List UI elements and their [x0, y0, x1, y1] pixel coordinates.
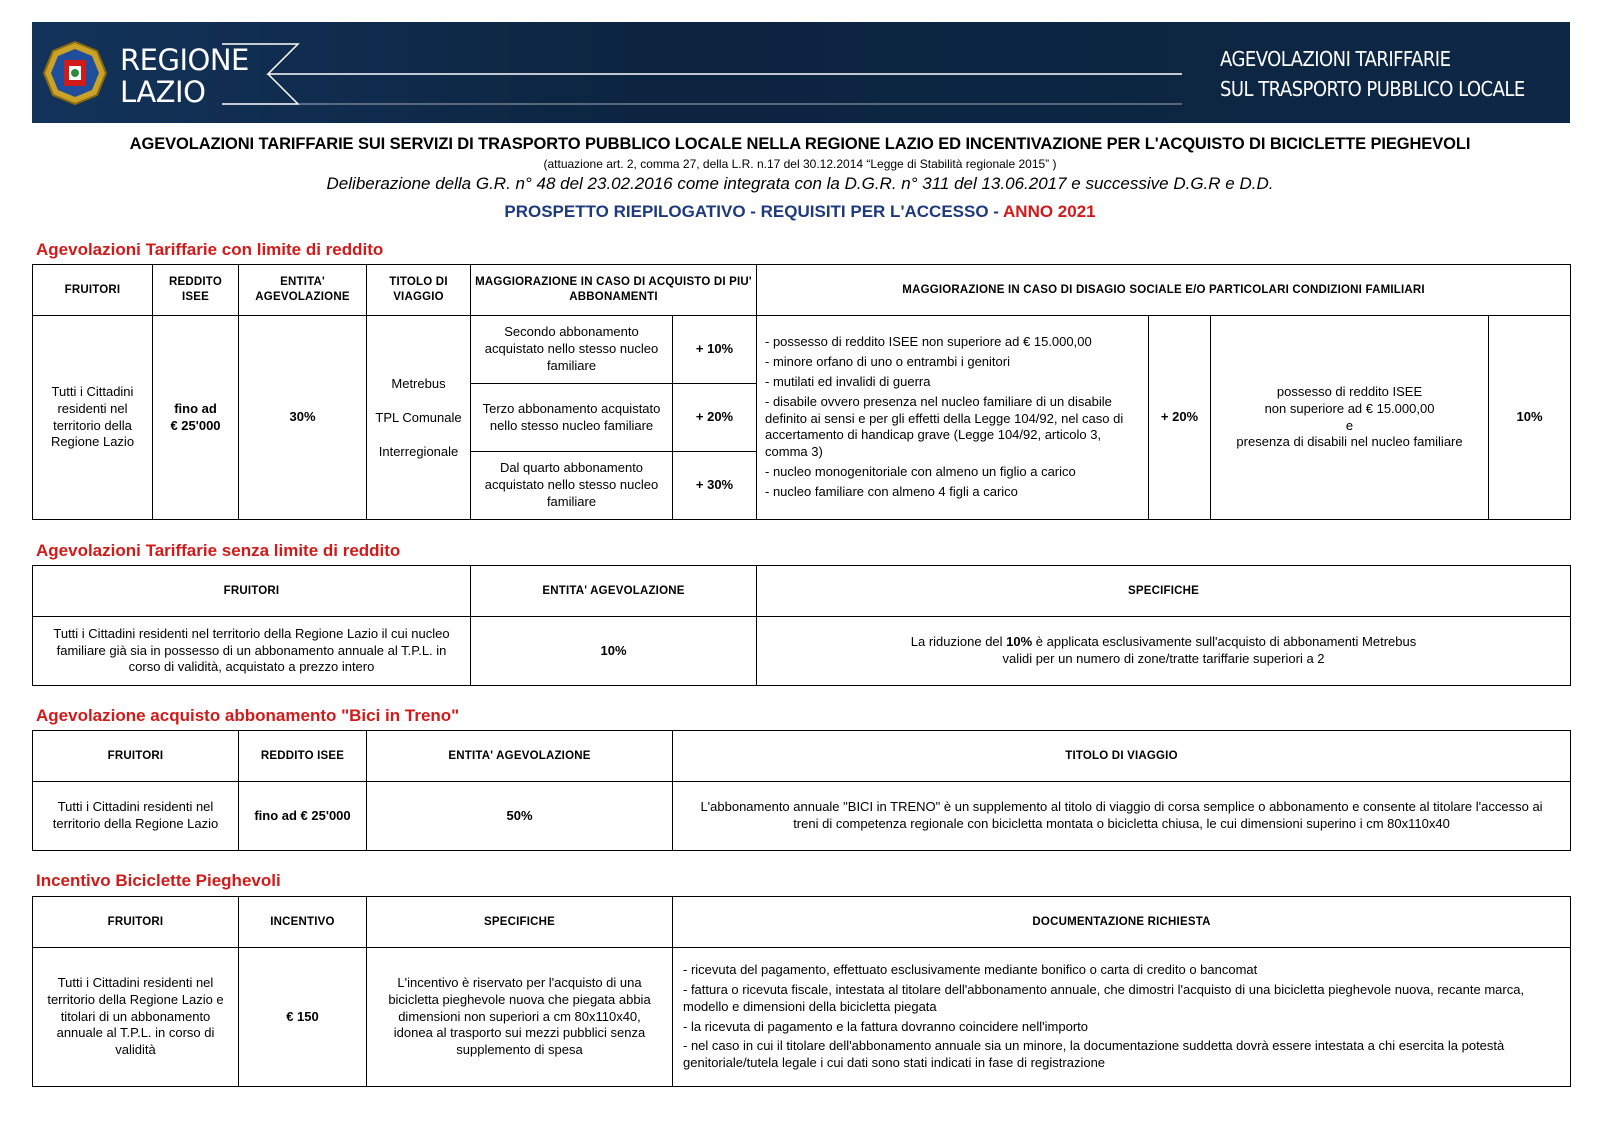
documentazione-item: - la ricevuta di pagamento e la fattura dovranno coincidere nell'importo	[683, 1018, 1088, 1034]
cell-fruitori: Tutti i Cittadini residenti nel territorio della Regione Lazio il cui nucleo familiare già sia in possesso di un abbonamento annuale al T.P.L. in corso di validità, acquistato a prezzo intero	[33, 617, 471, 686]
titolo-item: Metrebus	[391, 375, 446, 391]
cell-titolo-viaggio	[367, 316, 471, 520]
section-title-biciclette-pieghevoli: Incentivo Biciclette Pieghevoli	[36, 871, 281, 890]
documentazione-item: - fattura o ricevuta fiscale, intestata al titolare dell'abbonamento annuale, che dimostri l'acquisto di una bicicletta pieghevole nuova, recante marca, modello e dimensioni della bicicletta piegata	[683, 981, 1525, 1014]
disagio-item: - minore orfano di uno o entrambi i genitori	[765, 353, 1010, 369]
banner-title-line-2: SUL TRASPORTO PUBBLICO LOCALE	[1220, 77, 1525, 101]
cell-titolo: L'abbonamento annuale "BICI in TRENO" è un supplemento al titolo di viaggio di corsa semplice o abbonamento e consente al titolare l'accesso ai treni di competenza regionale con bicicletta montata o bicicletta chiusa, le cui dimensioni superino i cm 80x110x40	[673, 782, 1571, 851]
cell-entita: 10%	[471, 617, 757, 686]
header-fruitori: FRUITORI	[33, 265, 153, 316]
disabili-line-4: presenza di disabili nel nucleo familiare	[1236, 434, 1463, 450]
cell-specifiche: L'incentivo è riservato per l'acquisto di una bicicletta pieghevole nuova che piegata abbia dimensioni non superiori a cm 80x110x40, idonea al trasporto sui mezzi pubblici senza supplemento di spesa	[367, 948, 673, 1087]
spec-text-line-2: validi per un numero di zone/tratte tariffarie superiori a 2	[1002, 651, 1325, 666]
cell-fruitori: Tutti i Cittadini residenti nel territorio della Regione Lazio e titolari di un abbonamento annuale al T.P.L. in corso di validità	[33, 948, 239, 1087]
abbonamento-value: + 20%	[673, 384, 757, 452]
header-fruitori: FRUITORI	[33, 731, 239, 782]
table-income-limit	[32, 264, 1571, 520]
disabili-line-1: possesso di reddito ISEE	[1276, 383, 1423, 399]
reddito-line-2: € 25'000	[170, 417, 221, 433]
banner-title-line-1: AGEVOLAZIONI TARIFFARIE	[1220, 47, 1451, 71]
disabili-line-2: non superiore ad € 15.000,00	[1264, 400, 1435, 416]
legal-reference: (attuazione art. 2, comma 27, della L.R. n.17 del 30.12.2014 “Legge di Stabilità regionale 2015” )	[543, 157, 1057, 171]
disabili-line-3: e	[1345, 417, 1354, 433]
titolo-item: Interregionale	[378, 443, 459, 459]
header-maggiorazione-disagio: MAGGIORAZIONE IN CASO DI DISAGIO SOCIALE E/O PARTICOLARI CONDIZIONI FAMILIARI	[757, 265, 1571, 316]
banner-decorative-lines	[32, 22, 1570, 123]
abbonamento-value: + 30%	[673, 452, 757, 520]
section-title-no-income-limit: Agevolazioni Tariffarie senza limite di reddito	[36, 541, 401, 560]
deliberation-reference: Deliberazione della G.R. n° 48 del 23.02.2016 come integrata con la D.G.R. n° 311 del 13.06.2017 e successive D.G.R e D.D.	[326, 174, 1274, 193]
cell-entita: 30%	[239, 316, 367, 520]
prospect-title	[0, 202, 1600, 222]
header-maggiorazione-abbonamenti: MAGGIORAZIONE IN CASO DI ACQUISTO DI PIU' ABBONAMENTI	[471, 265, 757, 316]
disabili-value: 10%	[1489, 316, 1571, 520]
header-fruitori: FRUITORI	[33, 566, 471, 617]
brand-line-1: REGIONE	[120, 43, 249, 77]
document-title: AGEVOLAZIONI TARIFFARIE SUI SERVIZI DI TRASPORTO PUBBLICO LOCALE NELLA REGIONE LAZIO ED INCENTIVAZIONE PER L'ACQUISTO DI BICICLETTE PIEGHEVOLI	[129, 135, 1471, 153]
header-documentazione: DOCUMENTAZIONE RICHIESTA	[673, 897, 1571, 948]
disagio-item: - nucleo familiare con almeno 4 figli a carico	[765, 484, 1018, 500]
disagio-item: - nucleo monogenitoriale con almeno un figlio a carico	[765, 464, 1076, 480]
cell-incentivo: € 150	[239, 948, 367, 1087]
cell-reddito: fino ad € 25'000	[239, 782, 367, 851]
cell-fruitori: Tutti i Cittadini residenti nel territorio della Regione Lazio	[33, 316, 153, 520]
header-entita: ENTITA' AGEVOLAZIONE	[239, 265, 367, 316]
header-entita: ENTITA' AGEVOLAZIONE	[471, 566, 757, 617]
header-fruitori: FRUITORI	[33, 897, 239, 948]
abbonamento-desc: Terzo abbonamento acquistato nello stesso nucleo familiare	[471, 384, 673, 452]
cell-documentazione	[673, 948, 1571, 1087]
header-reddito: REDDITO ISEE	[239, 731, 367, 782]
cell-disabili	[1211, 316, 1489, 520]
prospect-year: ANNO 2021	[1003, 202, 1096, 221]
abbonamento-desc: Secondo abbonamento acquistato nello stesso nucleo familiare	[471, 316, 673, 384]
cell-reddito	[153, 316, 239, 520]
header-titolo: TITOLO DI VIAGGIO	[673, 731, 1571, 782]
brand-line-2: LAZIO	[120, 75, 206, 109]
disagio-item: - possesso di reddito ISEE non superiore ad € 15.000,00	[765, 333, 1092, 349]
cell-specifiche	[757, 617, 1571, 686]
table-no-income-limit	[32, 565, 1571, 686]
spec-text-post: è applicata esclusivamente sull'acquisto di abbonamenti Metrebus	[1032, 634, 1417, 650]
header-banner	[32, 22, 1570, 123]
disagio-item: - disabile ovvero presenza nel nucleo familiare di un disabile definito ai sensi e per gli effetti della Legge 104/92, nel caso di accertamento di handicap grave (Legge 104/92, articolo 3, comma 3)	[765, 393, 1124, 460]
spec-text-bold: 10%	[1006, 634, 1033, 650]
titolo-item: TPL Comunale	[375, 409, 462, 425]
reddito-line-1: fino ad	[174, 400, 217, 416]
disagio-item: - mutilati ed invalidi di guerra	[765, 373, 931, 389]
disagio-value: + 20%	[1149, 316, 1211, 520]
header-entita: ENTITA' AGEVOLAZIONE	[367, 731, 673, 782]
header-specifiche: SPECIFICHE	[757, 566, 1571, 617]
section-title-income-limit: Agevolazioni Tariffarie con limite di reddito	[36, 240, 384, 259]
cell-fruitori: Tutti i Cittadini residenti nel territorio della Regione Lazio	[33, 782, 239, 851]
header-titolo: TITOLO DI VIAGGIO	[367, 265, 471, 316]
abbonamento-value: + 10%	[673, 316, 757, 384]
section-title-bici-in-treno: Agevolazione acquisto abbonamento "Bici in Treno"	[36, 706, 460, 725]
documentazione-item: - nel caso in cui il titolare dell'abbonamento annuale sia un minore, la documentazione suddetta dovrà essere intestata a chi esercita la potestà genitoriale/tutela legale i cui dati sono stati indicati in fase di registrazione	[683, 1038, 1505, 1071]
table-bici-in-treno	[32, 730, 1571, 851]
spec-text-pre: La riduzione del	[910, 634, 1007, 650]
cell-entita: 50%	[367, 782, 673, 851]
documentazione-item: - ricevuta del pagamento, effettuato esclusivamente mediante bonifico o carta di credito o bancomat	[683, 961, 1258, 977]
header-reddito: REDDITO ISEE	[153, 265, 239, 316]
prospect-label: PROSPETTO RIEPILOGATIVO - REQUISITI PER L'ACCESSO -	[504, 202, 1004, 221]
cell-disagio-list	[757, 316, 1149, 520]
header-incentivo: INCENTIVO	[239, 897, 367, 948]
header-specifiche: SPECIFICHE	[367, 897, 673, 948]
regione-lazio-crest-icon	[42, 40, 108, 106]
abbonamento-desc: Dal quarto abbonamento acquistato nello stesso nucleo familiare	[471, 452, 673, 520]
table-biciclette-pieghevoli	[32, 896, 1571, 1087]
